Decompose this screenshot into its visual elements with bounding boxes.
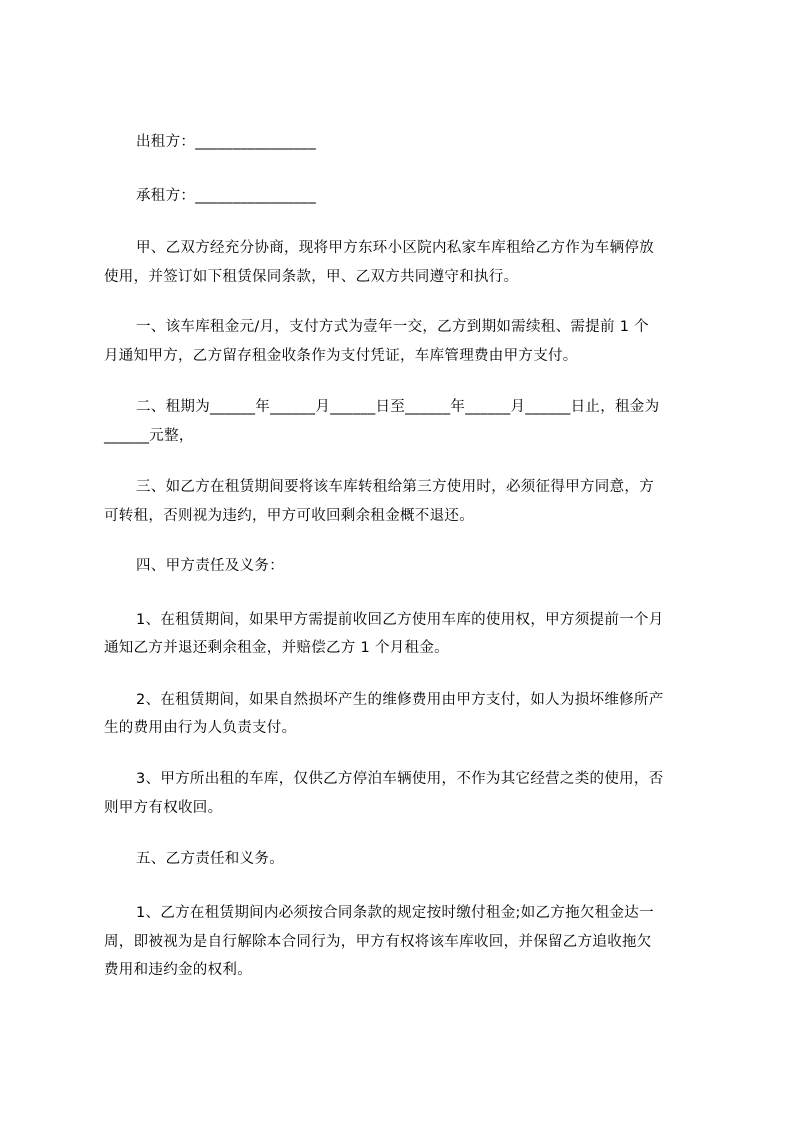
- clause-4-3-line-1: 3、甲方所出租的车库，仅供乙方停泊车辆使用，不作为其它经营之类的使用，否: [136, 771, 664, 787]
- clause-4-title: 四、甲方责任及义务：: [136, 558, 284, 574]
- preamble-line-2: 使用，并签订如下租赁保同条款，甲、乙双方共同遵守和执行。: [104, 269, 519, 285]
- clause-5-1-line-1: 1、乙方在租赁期间内必须按合同条款的规定按时缴付租金;如乙方拖欠租金达一: [136, 905, 654, 921]
- clause-3-line-2: 可转租，否则视为违约，甲方可收回剩余租金概不退还。: [104, 508, 474, 524]
- clause-5-1-line-2: 周，即被视为是自行解除本合同行为，甲方有权将该车库收回，并保留乙方追收拖欠: [104, 934, 652, 950]
- clause-4-2-line-1: 2、在租赁期间，如果自然损坏产生的维修费用由甲方支付，如人为损坏维修所产: [136, 692, 664, 708]
- clause-3-line-1: 三、如乙方在租赁期间要将该车库转租给第三方使用时，必须征得甲方同意，方: [136, 479, 654, 495]
- clause-1-line-1: 一、该车库租金元/月，支付方式为壹年一交，乙方到期如需续租、需提前 1 个: [136, 319, 649, 335]
- lessor-line: 出租方：________________: [136, 134, 316, 150]
- clause-5-title: 五、乙方责任和义务。: [136, 851, 284, 867]
- clause-1-line-2: 月通知甲方，乙方留存租金收条作为支付凭证，车库管理费由甲方支付。: [104, 348, 578, 364]
- clause-2-line-1: 二、租期为______年______月______日至______年______月______日止，租金为: [136, 399, 660, 415]
- clause-4-1-line-1: 1、在租赁期间，如果甲方需提前收回乙方使用车库的使用权，甲方须提前一个月: [136, 612, 664, 628]
- clause-4-1-line-2: 通知乙方并退还剩余租金，并赔偿乙方 1 个月租金。: [104, 640, 449, 656]
- preamble-line-1: 甲、乙双方经充分协商，现将甲方东环小区院内私家车库租给乙方作为车辆停放: [136, 240, 654, 256]
- clause-5-1-line-3: 费用和违约金的权利。: [104, 962, 252, 978]
- clause-4-3-line-2: 则甲方有权收回。: [104, 800, 223, 816]
- lessee-line: 承租方：________________: [136, 188, 316, 204]
- clause-4-2-line-2: 生的费用由行为人负责支付。: [104, 720, 297, 736]
- clause-2-line-2: ______元整，: [104, 428, 194, 444]
